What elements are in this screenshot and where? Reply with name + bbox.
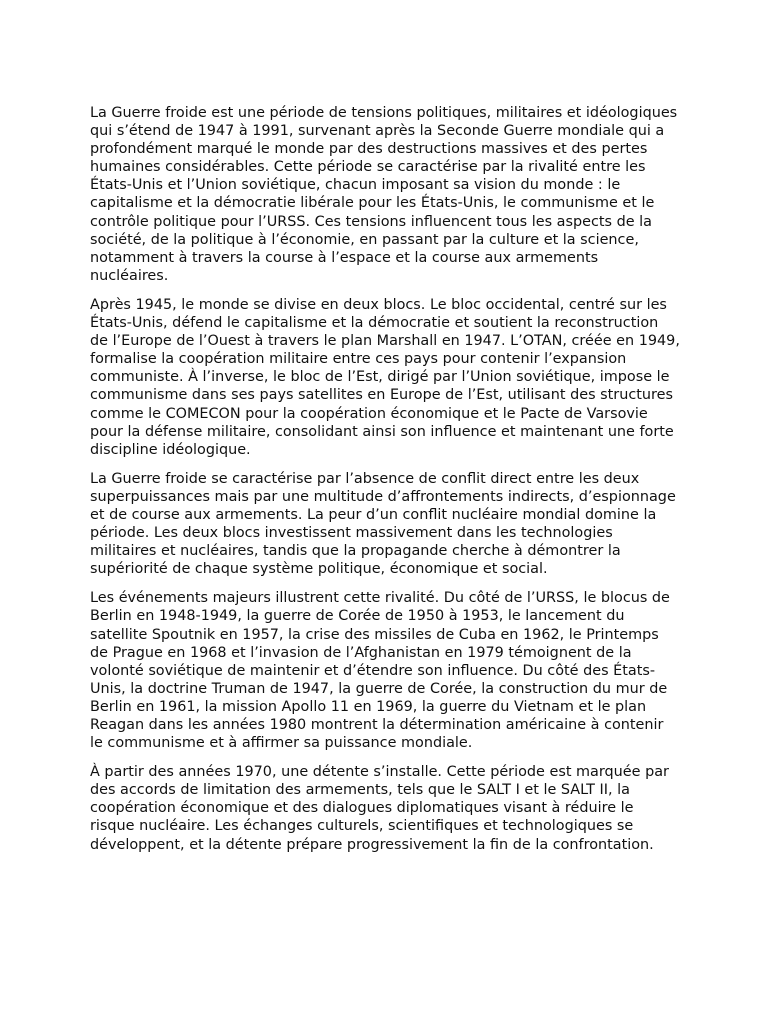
paragraph-intro: La Guerre froide est une période de tensions politiques, militaires et idéologiques qui s’étend de 1947 à 1991, survenant après la Seconde Guerre mondiale qui a profondément marqué le monde par des destructions massives et des pertes humaines considérables. Cette période se caractérise par la rivalité entre les États-Unis et l’Union soviétique, chacun imposant sa vision du monde : le capitalisme et la démocratie libérale pour les États-Unis, le communisme et le contrôle politique pour l’URSS. Ces tensions influencent tous les aspects de la société, de la politique à l’économie, en passant par la culture et la science, notamment à travers la course à l’espace et la course aux armements nucléaires. bbox=[90, 105, 678, 284]
paragraph-two-blocs: Après 1945, le monde se divise en deux blocs. Le bloc occidental, centré sur les États-Unis, défend le capitalisme et la démocratie et soutient la reconstruction de l’Europe de l’Ouest à travers le plan Marshall en 1947. L’OTAN, créée en 1949, formalise la coopération militaire entre ces pays pour contenir l’expansion communiste. À l’inverse, le bloc de l’Est, dirigé par l’Union soviétique, impose le communisme dans ses pays satellites en Europe de l’Est, utilisant des structures comme le COMECON pour la coopération économique et le Pacte de Varsovie pour la défense militaire, consolidant ainsi son influence et maintenant une forte discipline idéologique. bbox=[90, 296, 680, 458]
paragraph-indirect-conflict: La Guerre froide se caractérise par l’absence de conflit direct entre les deux superpuissances mais par une multitude d’affrontements indirects, d’espionnage et de course aux armements. La peur d’un conflit nucléaire mondial domine la période. Les deux blocs investissent massivement dans les technologies militaires et nucléaires, tandis que la propagande cherche à démontrer la supériorité de chaque système politique, économique et social. bbox=[90, 470, 676, 578]
paragraph-detente: À partir des années 1970, une détente s’installe. Cette période est marquée par des accords de limitation des armements, tels que le SALT I et le SALT II, la coopération économique et des dialogues diplomatiques visant à réduire le risque nucléaire. Les échanges culturels, scientifiques et technologiques se développent, et la détente prépare progressivement la fin de la confrontation. bbox=[90, 764, 669, 853]
paragraph-major-events: Les événements majeurs illustrent cette rivalité. Du côté de l’URSS, le blocus de Berlin en 1948-1949, la guerre de Corée de 1950 à 1953, le lancement du satellite Spoutnik en 1957, la crise des missiles de Cuba en 1962, le Printemps de Prague en 1968 et l’invasion de l’Afghanistan en 1979 témoignent de la volonté soviétique de maintenir et d’étendre son influence. Du côté des États-Unis, la doctrine Truman de 1947, la guerre de Corée, la construction du mur de Berlin en 1961, la mission Apollo 11 en 1969, la guerre du Vietnam et le plan Reagan dans les années 1980 montrent la détermination américaine à contenir le communisme et à affirmer sa puissance mondiale. bbox=[90, 590, 670, 752]
document-body bbox=[90, 104, 680, 865]
